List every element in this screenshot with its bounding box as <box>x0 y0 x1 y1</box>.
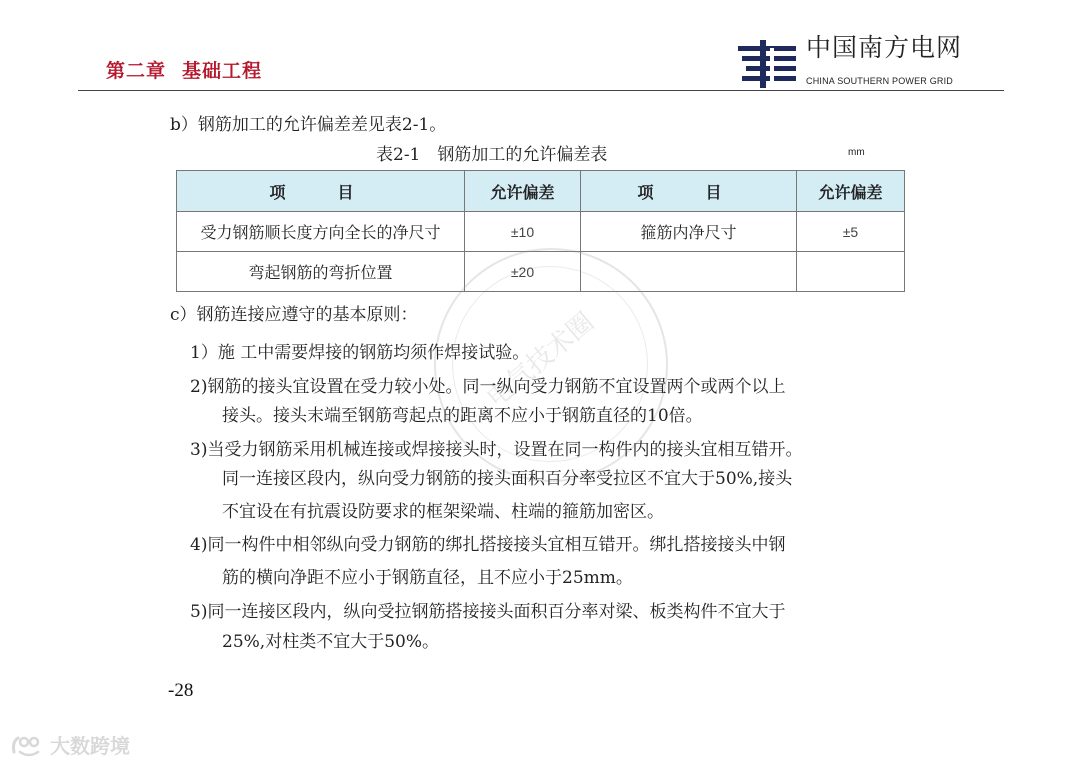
table-cell: 箍筋内净尺寸 <box>581 212 797 252</box>
watermark-text: 电气技术圈 <box>481 307 601 414</box>
brand-label: 大数跨境 <box>50 734 130 758</box>
table-cell: ±10 <box>465 212 581 252</box>
rule-line: 4)同一构件中相邻纵向受力钢筋的绑扎搭接接头宜相互错开。绑扎搭接接头中钢 <box>190 535 786 555</box>
table-cell: ±20 <box>465 252 581 292</box>
rule-line: 1）施 工中需要焊接的钢筋均须作焊接试验。 <box>190 343 530 363</box>
rule-line: 25%,对柱类不宜大于50%。 <box>222 632 439 652</box>
rule-line: 同一连接区段内，纵向受力钢筋的接头面积百分率受拉区不宜大于50%,接头 <box>222 469 793 489</box>
table-unit: mm <box>848 147 865 158</box>
rule-line: 接头。接头末端至钢筋弯起点的距离不应小于钢筋直径的10倍。 <box>222 406 703 426</box>
company-name-en: CHINA SOUTHERN POWER GRID <box>806 76 954 86</box>
table-header-item: 项 目 <box>581 171 797 212</box>
table-header-tolerance: 允许偏差 <box>465 171 581 212</box>
header-divider <box>78 90 1004 91</box>
company-name-cn: 中国南方电网 <box>806 33 963 62</box>
section-b-text: b）钢筋加工的允许偏差差见表2-1。 <box>170 115 447 135</box>
table-header-item: 项 目 <box>177 171 465 212</box>
brand-watermark <box>10 730 130 759</box>
table-cell: 弯起钢筋的弯折位置 <box>177 252 465 292</box>
rule-line: 2)钢筋的接头宜设置在受力较小处。同一纵向受力钢筋不宜设置两个或两个以上 <box>190 377 786 397</box>
rule-line: 5)同一连接区段内，纵向受拉钢筋搭接接头面积百分率对梁、板类构件不宜大于 <box>190 602 786 622</box>
table-header-row <box>177 171 905 212</box>
table-cell <box>797 252 905 292</box>
chapter-title: 第二章 <box>106 60 167 82</box>
chapter-heading <box>106 56 262 83</box>
chapter-subtitle: 基础工程 <box>182 60 263 82</box>
table-cell: 受力钢筋顺长度方向全长的净尺寸 <box>177 212 465 252</box>
table-title: 表2-1 钢筋加工的允许偏差表 <box>376 145 608 165</box>
csg-logo-icon <box>738 40 796 88</box>
section-c-heading: c）钢筋连接应遵守的基本原则： <box>170 305 418 325</box>
table-cell: ±5 <box>797 212 905 252</box>
rule-line: 3)当受力钢筋采用机械连接或焊接接头时，设置在同一构件内的接头宜相互错开。 <box>190 440 803 460</box>
table-header-tolerance: 允许偏差 <box>797 171 905 212</box>
table-row <box>177 212 905 252</box>
page-number: -28 <box>168 680 194 701</box>
brand-logo-icon <box>10 732 46 758</box>
rule-line: 不宜设在有抗震设防要求的框架梁端、柱端的箍筋加密区。 <box>222 502 664 522</box>
rule-line: 筋的横向净距不应小于钢筋直径，且不应小于25mm。 <box>222 568 633 588</box>
